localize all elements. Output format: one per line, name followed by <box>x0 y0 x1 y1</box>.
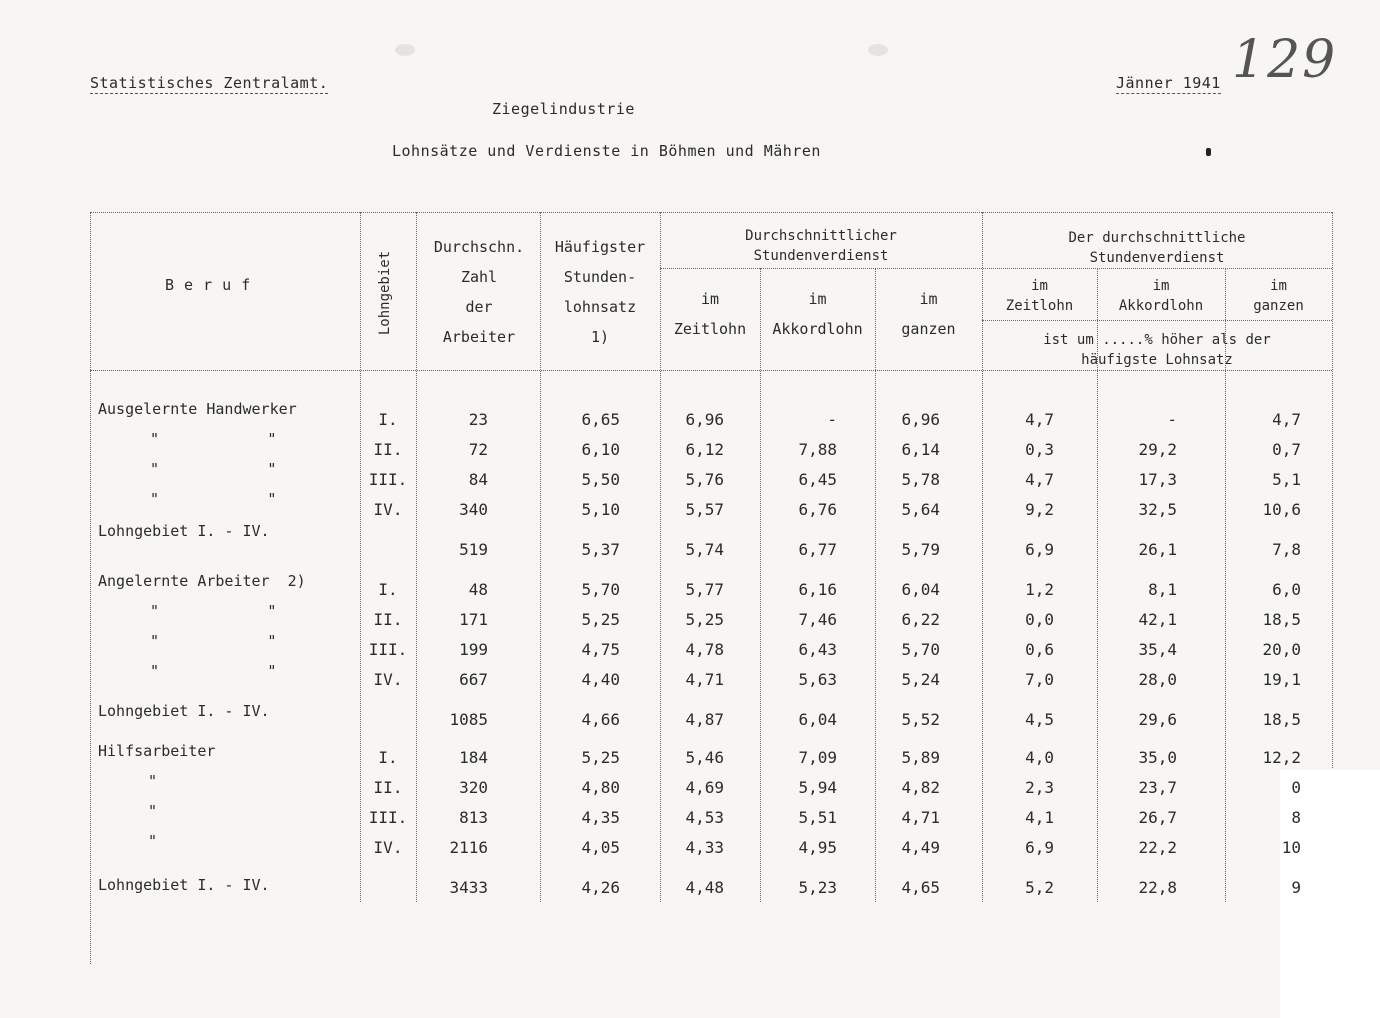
cell-p-zeitlohn: 4,0 <box>1025 748 1054 767</box>
cell-akkordlohn: 7,09 <box>798 748 837 767</box>
cell-p-akkordlohn: 42,1 <box>1138 610 1177 629</box>
cell-arbeiter: 72 <box>468 440 488 459</box>
cell-p-akkordlohn: 22,8 <box>1138 878 1177 897</box>
cell-lohngebiet: II. <box>373 610 403 629</box>
cell-p-ganzen: 10 <box>1281 838 1301 857</box>
table-left-rule <box>90 212 91 964</box>
cell-ganzen: 4,49 <box>901 838 940 857</box>
cell-p-zeitlohn: 0,0 <box>1025 610 1054 629</box>
cell-arbeiter: 199 <box>459 640 488 659</box>
cell-p-ganzen: 0,7 <box>1272 440 1301 459</box>
table-note-rule <box>982 320 1332 321</box>
header-akkordlohn: im Akkordlohn <box>772 290 863 338</box>
cell-p-akkordlohn: 35,4 <box>1138 640 1177 659</box>
cell-zeitlohn: 5,25 <box>685 610 724 629</box>
page-number: 129 <box>1232 30 1338 90</box>
cell-zeitlohn: 5,74 <box>685 540 724 559</box>
cell-arbeiter: 813 <box>459 808 488 827</box>
cell-p-zeitlohn: 6,9 <box>1025 838 1054 857</box>
row-beruf: Lohngebiet I. - IV. <box>98 522 270 540</box>
cell-p-akkordlohn: 28,0 <box>1138 670 1177 689</box>
cell-akkordlohn: 6,04 <box>798 710 837 729</box>
cell-ganzen: 6,96 <box>901 410 940 429</box>
cell-p-ganzen: 8 <box>1291 808 1301 827</box>
cell-akkordlohn: 4,95 <box>798 838 837 857</box>
cell-zeitlohn: 5,46 <box>685 748 724 767</box>
cell-p-ganzen: 7,8 <box>1272 540 1301 559</box>
row-beruf: " <box>148 802 158 820</box>
cell-lohngebiet: I. <box>378 748 398 767</box>
cell-ganzen: 5,70 <box>901 640 940 659</box>
cell-lohnsatz: 4,40 <box>581 670 620 689</box>
cell-zeitlohn: 5,76 <box>685 470 724 489</box>
cell-p-akkordlohn: 17,3 <box>1138 470 1177 489</box>
header-p-ganzen: im ganzen <box>1253 278 1304 314</box>
cell-p-akkordlohn: - <box>1167 410 1177 429</box>
cell-p-akkordlohn: 35,0 <box>1138 748 1177 767</box>
cell-akkordlohn: 7,88 <box>798 440 837 459</box>
row-beruf: Lohngebiet I. - IV. <box>98 876 270 894</box>
document-title: Ziegelindustrie <box>492 100 635 118</box>
col-divider <box>875 268 876 902</box>
cell-ganzen: 4,82 <box>901 778 940 797</box>
header-lohnsatz: Häufigster Stunden- lohnsatz 1) <box>554 238 646 346</box>
cell-lohnsatz: 6,65 <box>581 410 620 429</box>
header-p-akkordlohn: im Akkordlohn <box>1118 278 1204 314</box>
cell-arbeiter: 320 <box>459 778 488 797</box>
cell-lohnsatz: 4,75 <box>581 640 620 659</box>
cell-lohnsatz: 4,35 <box>581 808 620 827</box>
cell-arbeiter: 3433 <box>449 878 488 897</box>
cell-zeitlohn: 5,57 <box>685 500 724 519</box>
cell-p-zeitlohn: 4,5 <box>1025 710 1054 729</box>
header-lohngebiet <box>370 238 400 348</box>
header-zeitlohn: im Zeitlohn <box>673 290 747 338</box>
row-beruf: " " <box>150 460 277 478</box>
cell-p-akkordlohn: 26,7 <box>1138 808 1177 827</box>
cell-lohnsatz: 6,10 <box>581 440 620 459</box>
cell-lohngebiet: IV. <box>373 500 403 519</box>
cell-lohngebiet: III. <box>368 470 408 489</box>
document-date: Jänner 1941 <box>1116 74 1221 92</box>
cell-p-ganzen: 19,1 <box>1262 670 1301 689</box>
header-prozent-group: Der durchschnittliche Stundenverdienst <box>1068 230 1246 266</box>
cell-zeitlohn: 4,87 <box>685 710 724 729</box>
punch-hole-left <box>395 44 415 56</box>
cell-p-akkordlohn: 32,5 <box>1138 500 1177 519</box>
cell-p-akkordlohn: 29,6 <box>1138 710 1177 729</box>
cell-akkordlohn: 6,16 <box>798 580 837 599</box>
cell-lohngebiet: III. <box>368 808 408 827</box>
cell-akkordlohn: 5,94 <box>798 778 837 797</box>
header-p-zeitlohn: im Zeitlohn <box>1005 278 1074 314</box>
cell-p-ganzen: 9 <box>1291 878 1301 897</box>
cell-p-zeitlohn: 0,3 <box>1025 440 1054 459</box>
cell-arbeiter: 171 <box>459 610 488 629</box>
cell-akkordlohn: 5,63 <box>798 670 837 689</box>
office-name: Statistisches Zentralamt. <box>90 74 329 92</box>
cell-p-ganzen: 12,2 <box>1262 748 1301 767</box>
cell-ganzen: 5,89 <box>901 748 940 767</box>
cell-p-ganzen: 20,0 <box>1262 640 1301 659</box>
row-beruf: " " <box>150 662 277 680</box>
cell-ganzen: 5,24 <box>901 670 940 689</box>
cell-lohngebiet: II. <box>373 440 403 459</box>
punch-hole-right <box>868 44 888 56</box>
cell-arbeiter: 2116 <box>449 838 488 857</box>
table-header-rule <box>90 370 1332 371</box>
cell-lohngebiet: III. <box>368 640 408 659</box>
cell-p-zeitlohn: 4,7 <box>1025 470 1054 489</box>
cell-akkordlohn: 6,76 <box>798 500 837 519</box>
cell-lohnsatz: 4,66 <box>581 710 620 729</box>
cell-ganzen: 6,14 <box>901 440 940 459</box>
cell-akkordlohn: 6,43 <box>798 640 837 659</box>
cell-lohngebiet: I. <box>378 410 398 429</box>
row-beruf: Angelernte Arbeiter 2) <box>98 572 306 590</box>
cell-zeitlohn: 6,96 <box>685 410 724 429</box>
cell-akkordlohn: 7,46 <box>798 610 837 629</box>
cell-lohnsatz: 4,05 <box>581 838 620 857</box>
cell-lohnsatz: 5,25 <box>581 610 620 629</box>
cell-ganzen: 5,52 <box>901 710 940 729</box>
ink-mark <box>1206 148 1211 156</box>
cell-zeitlohn: 4,53 <box>685 808 724 827</box>
row-beruf: Ausgelernte Handwerker <box>98 400 297 418</box>
row-beruf: Lohngebiet I. - IV. <box>98 702 270 720</box>
cell-lohngebiet: IV. <box>373 670 403 689</box>
cell-arbeiter: 48 <box>468 580 488 599</box>
cell-p-zeitlohn: 6,9 <box>1025 540 1054 559</box>
cell-ganzen: 5,78 <box>901 470 940 489</box>
header-ganzen: im ganzen <box>901 290 956 338</box>
table-right-rule <box>1332 212 1333 768</box>
header-beruf: B e r u f <box>165 276 251 294</box>
cell-akkordlohn: 6,77 <box>798 540 837 559</box>
header-note: ist um .....% höher als der häufigste Lohnsatz <box>1043 332 1271 368</box>
cell-arbeiter: 1085 <box>449 710 488 729</box>
row-beruf: " " <box>150 490 277 508</box>
cell-ganzen: 6,22 <box>901 610 940 629</box>
cell-p-akkordlohn: 22,2 <box>1138 838 1177 857</box>
cell-arbeiter: 667 <box>459 670 488 689</box>
row-beruf: Hilfsarbeiter <box>98 742 216 760</box>
cell-arbeiter: 519 <box>459 540 488 559</box>
cell-lohnsatz: 5,50 <box>581 470 620 489</box>
table-top-rule <box>90 212 1332 213</box>
cell-ganzen: 5,79 <box>901 540 940 559</box>
row-beruf: " " <box>150 602 277 620</box>
cell-p-ganzen: 4,7 <box>1272 410 1301 429</box>
cell-p-ganzen: 5,1 <box>1272 470 1301 489</box>
cell-p-ganzen: 6,0 <box>1272 580 1301 599</box>
cell-arbeiter: 184 <box>459 748 488 767</box>
cell-p-ganzen: 10,6 <box>1262 500 1301 519</box>
cell-ganzen: 6,04 <box>901 580 940 599</box>
cell-lohngebiet: I. <box>378 580 398 599</box>
cell-zeitlohn: 4,69 <box>685 778 724 797</box>
header-verdienst-group: Durchschnittlicher Stundenverdienst <box>745 228 897 264</box>
cell-p-zeitlohn: 4,7 <box>1025 410 1054 429</box>
cell-p-ganzen: 18,5 <box>1262 610 1301 629</box>
cell-p-akkordlohn: 26,1 <box>1138 540 1177 559</box>
cell-lohnsatz: 4,80 <box>581 778 620 797</box>
cell-zeitlohn: 6,12 <box>685 440 724 459</box>
cell-akkordlohn: - <box>827 410 837 429</box>
cell-lohnsatz: 5,37 <box>581 540 620 559</box>
cell-lohnsatz: 4,26 <box>581 878 620 897</box>
cell-akkordlohn: 5,51 <box>798 808 837 827</box>
cell-lohngebiet: II. <box>373 778 403 797</box>
cell-zeitlohn: 5,77 <box>685 580 724 599</box>
cell-p-akkordlohn: 29,2 <box>1138 440 1177 459</box>
cell-arbeiter: 340 <box>459 500 488 519</box>
cell-ganzen: 5,64 <box>901 500 940 519</box>
cell-lohnsatz: 5,70 <box>581 580 620 599</box>
row-beruf: " " <box>150 632 277 650</box>
cell-arbeiter: 23 <box>468 410 488 429</box>
cell-akkordlohn: 5,23 <box>798 878 837 897</box>
cell-zeitlohn: 4,33 <box>685 838 724 857</box>
cell-p-zeitlohn: 2,3 <box>1025 778 1054 797</box>
row-beruf: " <box>148 832 158 850</box>
document-subtitle: Lohnsätze und Verdienste in Böhmen und Mähren <box>392 142 821 160</box>
cell-arbeiter: 84 <box>468 470 488 489</box>
cell-zeitlohn: 4,71 <box>685 670 724 689</box>
cell-p-akkordlohn: 8,1 <box>1148 580 1177 599</box>
cell-lohnsatz: 5,10 <box>581 500 620 519</box>
cell-p-zeitlohn: 4,1 <box>1025 808 1054 827</box>
cell-p-ganzen: 18,5 <box>1262 710 1301 729</box>
cell-p-zeitlohn: 9,2 <box>1025 500 1054 519</box>
cell-lohnsatz: 5,25 <box>581 748 620 767</box>
row-beruf: " " <box>150 430 277 448</box>
cell-zeitlohn: 4,78 <box>685 640 724 659</box>
header-lohngebiet-text: Lohngebiet <box>377 250 393 336</box>
cell-lohngebiet: IV. <box>373 838 403 857</box>
cell-ganzen: 4,65 <box>901 878 940 897</box>
cell-ganzen: 4,71 <box>901 808 940 827</box>
cell-p-zeitlohn: 5,2 <box>1025 878 1054 897</box>
cell-akkordlohn: 6,45 <box>798 470 837 489</box>
cell-zeitlohn: 4,48 <box>685 878 724 897</box>
cell-p-zeitlohn: 0,6 <box>1025 640 1054 659</box>
row-beruf: " <box>148 772 158 790</box>
cell-p-ganzen: 0 <box>1291 778 1301 797</box>
col-divider <box>416 212 417 902</box>
col-divider <box>360 212 361 902</box>
header-arbeiter: Durchschn. Zahl der Arbeiter <box>433 238 525 346</box>
cell-p-akkordlohn: 23,7 <box>1138 778 1177 797</box>
cell-p-zeitlohn: 7,0 <box>1025 670 1054 689</box>
col-divider <box>760 268 761 902</box>
cell-p-zeitlohn: 1,2 <box>1025 580 1054 599</box>
